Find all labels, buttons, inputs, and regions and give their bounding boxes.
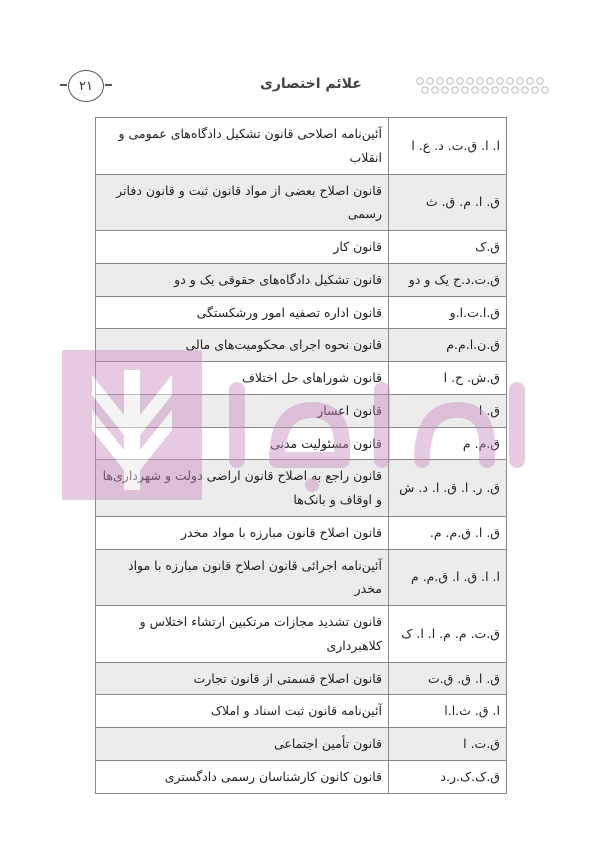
full-name-cell: آئین‌نامه قانون ثبت اسناد و املاک (96, 695, 389, 728)
abbreviation-cell: ق. ا (389, 394, 507, 427)
table-row (96, 549, 507, 606)
abbreviation-cell: ا. ا. ق.ت. د. ع. ا (389, 118, 507, 175)
abbreviation-cell: ق.ت.د.ح یک و دو (389, 263, 507, 296)
table-row (96, 606, 507, 663)
abbreviation-cell: ق. ر. ا. ق. ا. د. ش (389, 460, 507, 517)
full-name-cell: قانون مسئولیت مدنی (96, 427, 389, 460)
table-row (96, 394, 507, 427)
table-row (96, 263, 507, 296)
decorative-dots (415, 76, 550, 96)
abbreviation-cell: ق.ن.ا.م.م (389, 329, 507, 362)
table-row (96, 362, 507, 395)
abbreviation-cell: ق.ت. م. م. ا. ا. ک (389, 606, 507, 663)
full-name-cell: قانون اعسار (96, 394, 389, 427)
full-name-cell: قانون شوراهای حل اختلاف (96, 362, 389, 395)
full-name-cell: قانون کار (96, 231, 389, 264)
table-row (96, 296, 507, 329)
full-name-cell: قانون نحوه اجرای محکومیت‌های مالی (96, 329, 389, 362)
page-number: ۲۱ (68, 70, 104, 102)
abbreviation-cell: ق.ا.ت.ا.و (389, 296, 507, 329)
page-title: علائم اختصاری (260, 76, 362, 92)
abbreviation-cell: ق.ک (389, 231, 507, 264)
table-row (96, 516, 507, 549)
abbreviations-table (95, 117, 507, 794)
full-name-cell: قانون اصلاح بعضی از مواد قانون ثبت و قانون دفاتر رسمی (96, 174, 389, 231)
abbreviation-cell: ق.م. م (389, 427, 507, 460)
full-name-cell: قانون اصلاح قانون مبارزه با مواد مخدر (96, 516, 389, 549)
page-header (60, 70, 550, 104)
abbreviation-cell: ا. ق. ث.ا.ا (389, 695, 507, 728)
table-row (96, 174, 507, 231)
abbreviation-cell: ا. ا. ق. ا. ق.م. م (389, 549, 507, 606)
full-name-cell: قانون اداره تصفیه امور ورشکستگی (96, 296, 389, 329)
full-name-cell: قانون تشدید مجازات مرتکبین ارتشاء اختلاس و کلاهبرداری (96, 606, 389, 663)
full-name-cell: قانون تشکیل دادگاه‌های حقوقی یک و دو (96, 263, 389, 296)
full-name-cell: آئین‌نامه اصلاحی قانون تشکیل دادگاه‌های عمومی و انقلاب (96, 118, 389, 175)
abbreviation-cell: ق. ا. ق.م. م. (389, 516, 507, 549)
abbreviation-cell: ق.ت. ا (389, 728, 507, 761)
table-row (96, 662, 507, 695)
abbreviation-cell: ق.ش. ح. ا (389, 362, 507, 395)
table-row (96, 760, 507, 793)
table-row (96, 231, 507, 264)
full-name-cell: قانون راجع به اصلاح قانون اراضی دولت و شهرداری‌ها و اوقاف و بانک‌ها (96, 460, 389, 517)
full-name-cell: قانون تأمین اجتماعی (96, 728, 389, 761)
abbreviation-cell: ق.ک.ک.ر.د (389, 760, 507, 793)
full-name-cell: آئین‌نامه اجرائی قانون اصلاح قانون مبارزه با مواد مخدر (96, 549, 389, 606)
table-row (96, 460, 507, 517)
dots-ornament-icon (415, 76, 550, 96)
table-row (96, 427, 507, 460)
full-name-cell: قانون کانون کارشناسان رسمی دادگستری (96, 760, 389, 793)
table-row (96, 728, 507, 761)
abbreviation-cell: ق. ا. م. ق. ث (389, 174, 507, 231)
table-row (96, 329, 507, 362)
table-row (96, 695, 507, 728)
table-row (96, 118, 507, 175)
abbreviation-cell: ق. ا. ق. ق.ت (389, 662, 507, 695)
full-name-cell: قانون اصلاح قسمتی از قانون تجارت (96, 662, 389, 695)
